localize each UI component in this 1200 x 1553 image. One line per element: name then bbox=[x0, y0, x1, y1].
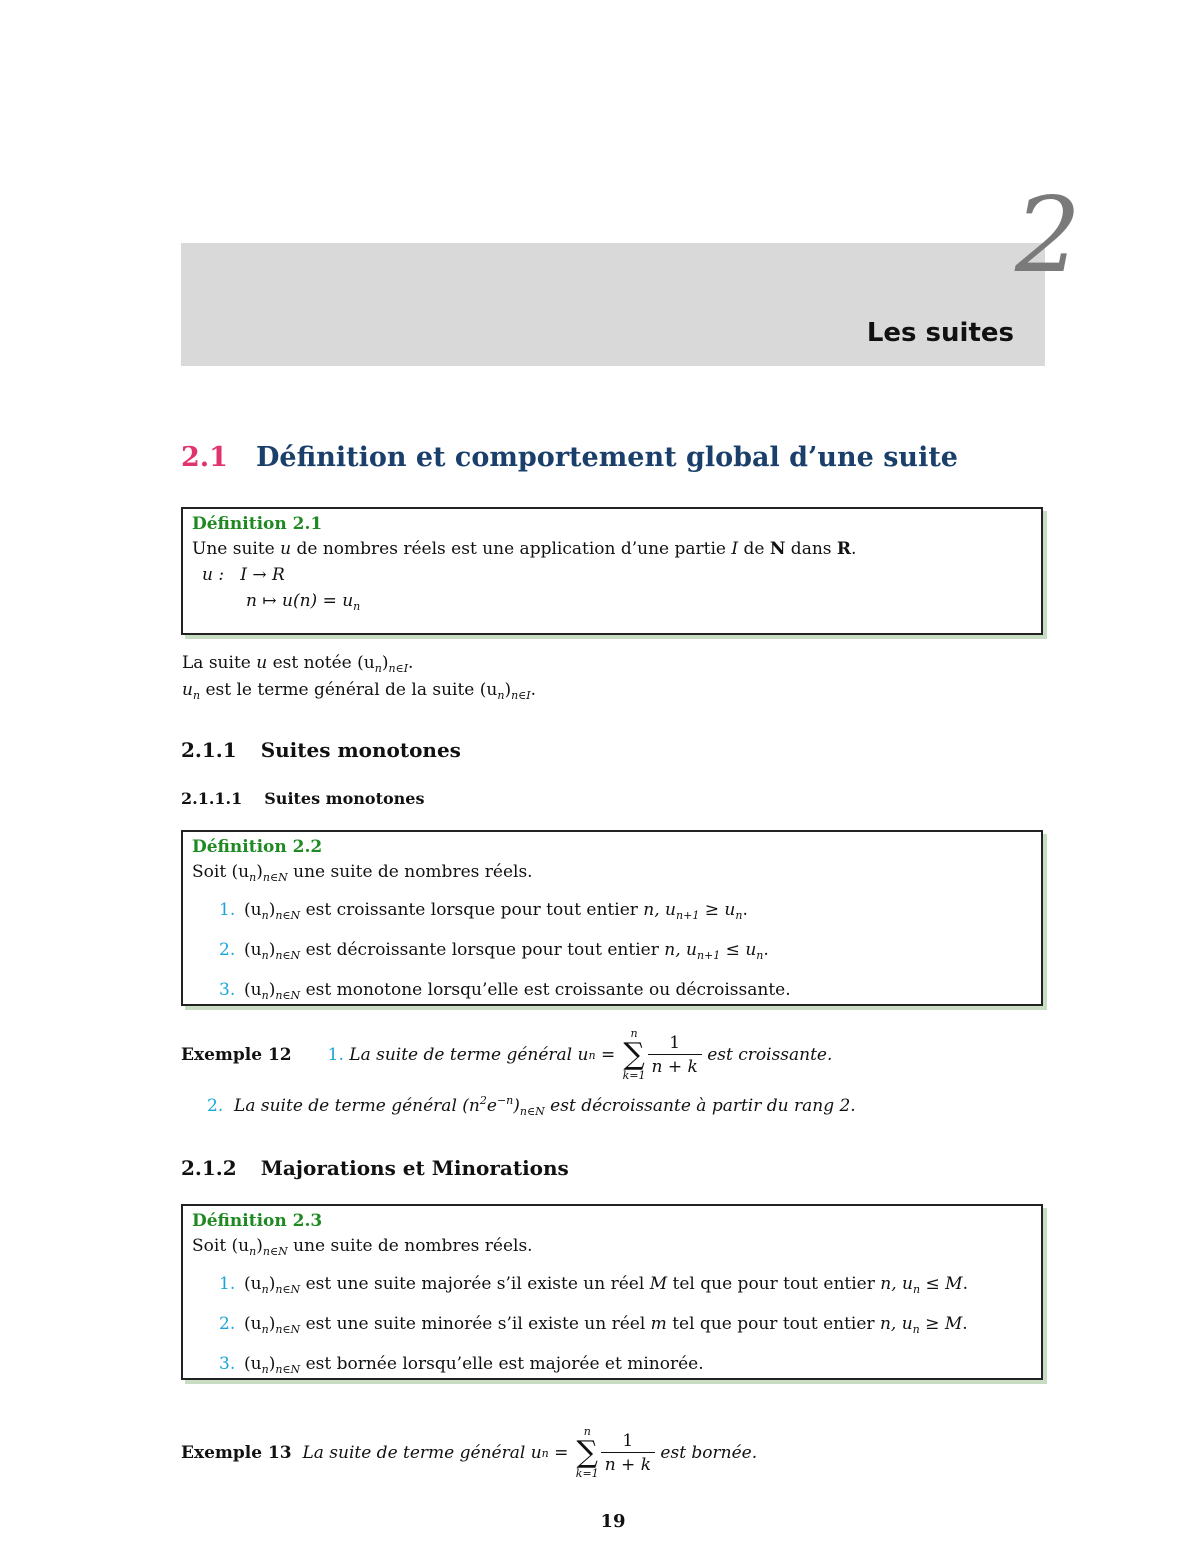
text-fragment: est bornée lorsqu’elle est majorée et minorée. bbox=[300, 1354, 704, 1374]
list-item bbox=[192, 973, 1032, 1013]
text-fragment: Une suite bbox=[192, 539, 281, 559]
sum-upper-limit: n bbox=[630, 1027, 638, 1040]
fraction-numerator: 1 bbox=[601, 1430, 655, 1453]
math-set: N bbox=[769, 539, 786, 559]
math-sub: n bbox=[912, 1323, 920, 1336]
text-fragment: est décroissante lorsque pour tout entier bbox=[300, 940, 665, 960]
text-fragment: est notée (u bbox=[267, 653, 375, 673]
example-label: Exemple 13 bbox=[181, 1443, 292, 1463]
list-item bbox=[192, 893, 1032, 933]
math-sub: n∈I bbox=[388, 662, 409, 675]
math-expr: (u bbox=[244, 1274, 262, 1294]
math-sub: n∈N bbox=[275, 909, 301, 922]
math-sub: n bbox=[261, 949, 269, 962]
text-fragment: . bbox=[962, 1274, 968, 1294]
section-heading bbox=[181, 442, 958, 473]
math-sub: n bbox=[913, 1283, 921, 1296]
math-var: M bbox=[649, 1274, 668, 1294]
fraction-numerator: 1 bbox=[648, 1032, 702, 1055]
text-fragment: de nombres réels est une application d’une partie bbox=[291, 539, 732, 559]
text-fragment: ) bbox=[256, 1236, 263, 1256]
math-sub: n∈N bbox=[275, 989, 301, 1002]
text-fragment: . bbox=[763, 940, 769, 960]
definition-text bbox=[192, 536, 1032, 562]
math-sub: n bbox=[374, 662, 382, 675]
list-item bbox=[192, 933, 1032, 973]
example-text: est croissante. bbox=[701, 1045, 833, 1065]
list-number: 1. bbox=[219, 1274, 236, 1294]
math-expr: (u bbox=[244, 1314, 262, 1334]
fraction bbox=[648, 1032, 702, 1079]
example-text: est décroissante à partir du rang 2. bbox=[544, 1096, 856, 1116]
text-fragment: est une suite majorée s’il existe un réel bbox=[300, 1274, 650, 1294]
math-sub: n∈N bbox=[275, 1363, 301, 1376]
subsection-number: 2.1.2 bbox=[181, 1156, 237, 1180]
list-number: 1. bbox=[327, 1045, 344, 1065]
text-fragment: . bbox=[408, 653, 414, 673]
summation-sign: n ∑ k=1 bbox=[575, 1425, 599, 1480]
definition-title: Définition 2.3 bbox=[192, 1211, 323, 1231]
math-expr: ≤ u bbox=[720, 940, 757, 960]
definition-box-2-1 bbox=[181, 507, 1043, 635]
definition-title: Définition 2.1 bbox=[192, 514, 323, 534]
text-fragment: tel que pour tout entier bbox=[667, 1274, 881, 1294]
sum-lower-limit: k=1 bbox=[622, 1069, 646, 1082]
math-expr: n, u bbox=[879, 1314, 913, 1334]
math-sub: n∈N bbox=[262, 1245, 288, 1258]
example-12-line-2 bbox=[207, 1094, 856, 1118]
list-item bbox=[192, 1307, 1032, 1347]
sum-lower-limit: k=1 bbox=[575, 1467, 599, 1480]
subsection-heading bbox=[181, 1156, 569, 1180]
page-number: 19 bbox=[600, 1511, 626, 1532]
math-expr: n, u bbox=[880, 1274, 913, 1294]
list-item bbox=[192, 1267, 1032, 1307]
math-var: I bbox=[731, 539, 739, 559]
math-sub: n∈N bbox=[519, 1105, 545, 1118]
section-number: 2.1 bbox=[181, 442, 228, 473]
list-number: 3. bbox=[219, 1354, 236, 1374]
math-sub: n bbox=[249, 871, 257, 884]
math-expr: = bbox=[595, 1045, 621, 1065]
math-expr: ≤ M bbox=[920, 1274, 963, 1294]
math-sub: n+1 bbox=[676, 909, 700, 922]
example-text: La suite de terme général u bbox=[349, 1045, 589, 1065]
subsection-number: 2.1.1 bbox=[181, 738, 237, 762]
subsubsection-heading bbox=[181, 789, 424, 808]
math-expr: ) bbox=[268, 1314, 276, 1334]
definition-box-2-2 bbox=[181, 830, 1043, 1006]
list-number: 3. bbox=[219, 980, 236, 1000]
math-sub: n bbox=[353, 600, 361, 613]
math-set: R bbox=[836, 539, 852, 559]
text-fragment: une suite de nombres réels. bbox=[287, 1236, 533, 1256]
text-fragment: La suite bbox=[182, 653, 257, 673]
definition-list bbox=[192, 1267, 1032, 1387]
fraction-denominator: n + k bbox=[651, 1056, 698, 1077]
math-expr: ≥ u bbox=[699, 900, 736, 920]
example-13 bbox=[181, 1420, 757, 1486]
math-sub: n bbox=[261, 1363, 269, 1376]
math-expr: n ↦ u(n) = u bbox=[246, 591, 354, 611]
notation-line-2 bbox=[182, 677, 536, 709]
math-sub: n bbox=[261, 909, 269, 922]
math-expr: e bbox=[486, 1096, 497, 1116]
text-fragment: . bbox=[742, 900, 748, 920]
fraction-denominator: n + k bbox=[604, 1454, 651, 1475]
text-fragment: ) bbox=[256, 862, 263, 882]
math-sub: n∈N bbox=[262, 871, 288, 884]
math-expr: ) bbox=[268, 900, 276, 920]
math-expr: = bbox=[548, 1443, 574, 1463]
math-expr: ) bbox=[268, 1354, 276, 1374]
text-fragment: . bbox=[530, 680, 537, 700]
math-expr: (u bbox=[244, 900, 262, 920]
chapter-title: Les suites bbox=[866, 318, 1014, 348]
subsection-title: Majorations et Minorations bbox=[260, 1156, 569, 1180]
fraction bbox=[601, 1430, 655, 1477]
example-text: La suite de terme général u bbox=[302, 1443, 542, 1463]
text-fragment: Soit (u bbox=[192, 862, 250, 882]
math-sub: n∈N bbox=[275, 1323, 301, 1336]
example-label: Exemple 12 bbox=[181, 1045, 292, 1065]
math-sub: n∈N bbox=[275, 1283, 301, 1296]
text-fragment: . bbox=[851, 539, 857, 559]
text-fragment: ) bbox=[504, 680, 512, 700]
text-fragment: ) bbox=[381, 653, 389, 673]
math-sub: n bbox=[735, 909, 743, 922]
math-sub: n bbox=[261, 989, 269, 1002]
list-number: 2. bbox=[207, 1096, 224, 1116]
math-expr: ≥ M bbox=[919, 1314, 963, 1334]
math-expr: ) bbox=[268, 980, 276, 1000]
definition-title: Définition 2.2 bbox=[192, 837, 323, 857]
math-expr: (u bbox=[244, 940, 262, 960]
definition-list bbox=[192, 893, 1032, 1013]
mapping-line-2 bbox=[192, 588, 1032, 620]
example-12-line-1 bbox=[181, 1022, 832, 1088]
math-sup: 2 bbox=[479, 1094, 487, 1107]
mapping-line-1: u : I → R bbox=[202, 565, 285, 585]
sum-upper-limit: n bbox=[583, 1425, 591, 1438]
math-var: m bbox=[650, 1314, 667, 1334]
math-expr: ) bbox=[513, 1096, 520, 1116]
subsection-title: Suites monotones bbox=[260, 738, 461, 762]
list-item bbox=[192, 1347, 1032, 1387]
math-expr: ) bbox=[268, 1274, 276, 1294]
text-fragment: . bbox=[962, 1314, 968, 1334]
math-sub: n bbox=[756, 949, 764, 962]
example-text: est bornée. bbox=[655, 1443, 758, 1463]
text-fragment: est le terme général de la suite (u bbox=[200, 680, 498, 700]
text-fragment: dans bbox=[785, 539, 837, 559]
text-fragment: est une suite minorée s’il existe un réel bbox=[300, 1314, 651, 1334]
math-sub: n bbox=[261, 1323, 269, 1336]
example-text: La suite de terme général bbox=[234, 1096, 463, 1116]
math-sub: n bbox=[588, 1048, 596, 1062]
math-sub: n bbox=[249, 1245, 257, 1258]
math-sub: n bbox=[192, 689, 201, 702]
math-sup: −n bbox=[496, 1094, 514, 1107]
math-sub: n∈N bbox=[275, 949, 301, 962]
subsection-heading bbox=[181, 738, 461, 762]
list-number: 2. bbox=[219, 1314, 236, 1334]
math-expr: ) bbox=[268, 940, 276, 960]
definition-box-2-3 bbox=[181, 1204, 1043, 1380]
math-expr: (n bbox=[462, 1096, 480, 1116]
math-var: u bbox=[256, 653, 268, 673]
text-fragment: est monotone lorsqu’elle est croissante ou décroissante. bbox=[300, 980, 791, 1000]
definition-intro bbox=[192, 859, 1032, 891]
list-number: 1. bbox=[219, 900, 236, 920]
math-expr: (u bbox=[244, 1354, 262, 1374]
math-expr: n, u bbox=[664, 940, 697, 960]
text-fragment: de bbox=[738, 539, 770, 559]
math-sub: n bbox=[497, 689, 505, 702]
chapter-number: 2 bbox=[1014, 174, 1082, 296]
math-sub: n bbox=[541, 1446, 549, 1460]
math-var: u bbox=[182, 680, 193, 700]
math-expr: n, u bbox=[643, 900, 677, 920]
math-sub: n+1 bbox=[696, 949, 721, 962]
list-number: 2. bbox=[219, 940, 236, 960]
math-sub: n∈I bbox=[511, 689, 531, 702]
math-expr: (u bbox=[244, 980, 262, 1000]
subsubsection-number: 2.1.1.1 bbox=[181, 789, 243, 808]
text-fragment: tel que pour tout entier bbox=[666, 1314, 880, 1334]
definition-intro bbox=[192, 1233, 1032, 1265]
text-fragment: est croissante lorsque pour tout entier bbox=[300, 900, 644, 920]
subsubsection-title: Suites monotones bbox=[264, 789, 425, 808]
summation-sign: n ∑ k=1 bbox=[622, 1027, 646, 1082]
text-fragment: une suite de nombres réels. bbox=[287, 862, 533, 882]
math-sub: n bbox=[261, 1283, 269, 1296]
section-title: Définition et comportement global d’une suite bbox=[255, 442, 958, 473]
text-fragment: Soit (u bbox=[192, 1236, 250, 1256]
math-var: u bbox=[280, 539, 292, 559]
